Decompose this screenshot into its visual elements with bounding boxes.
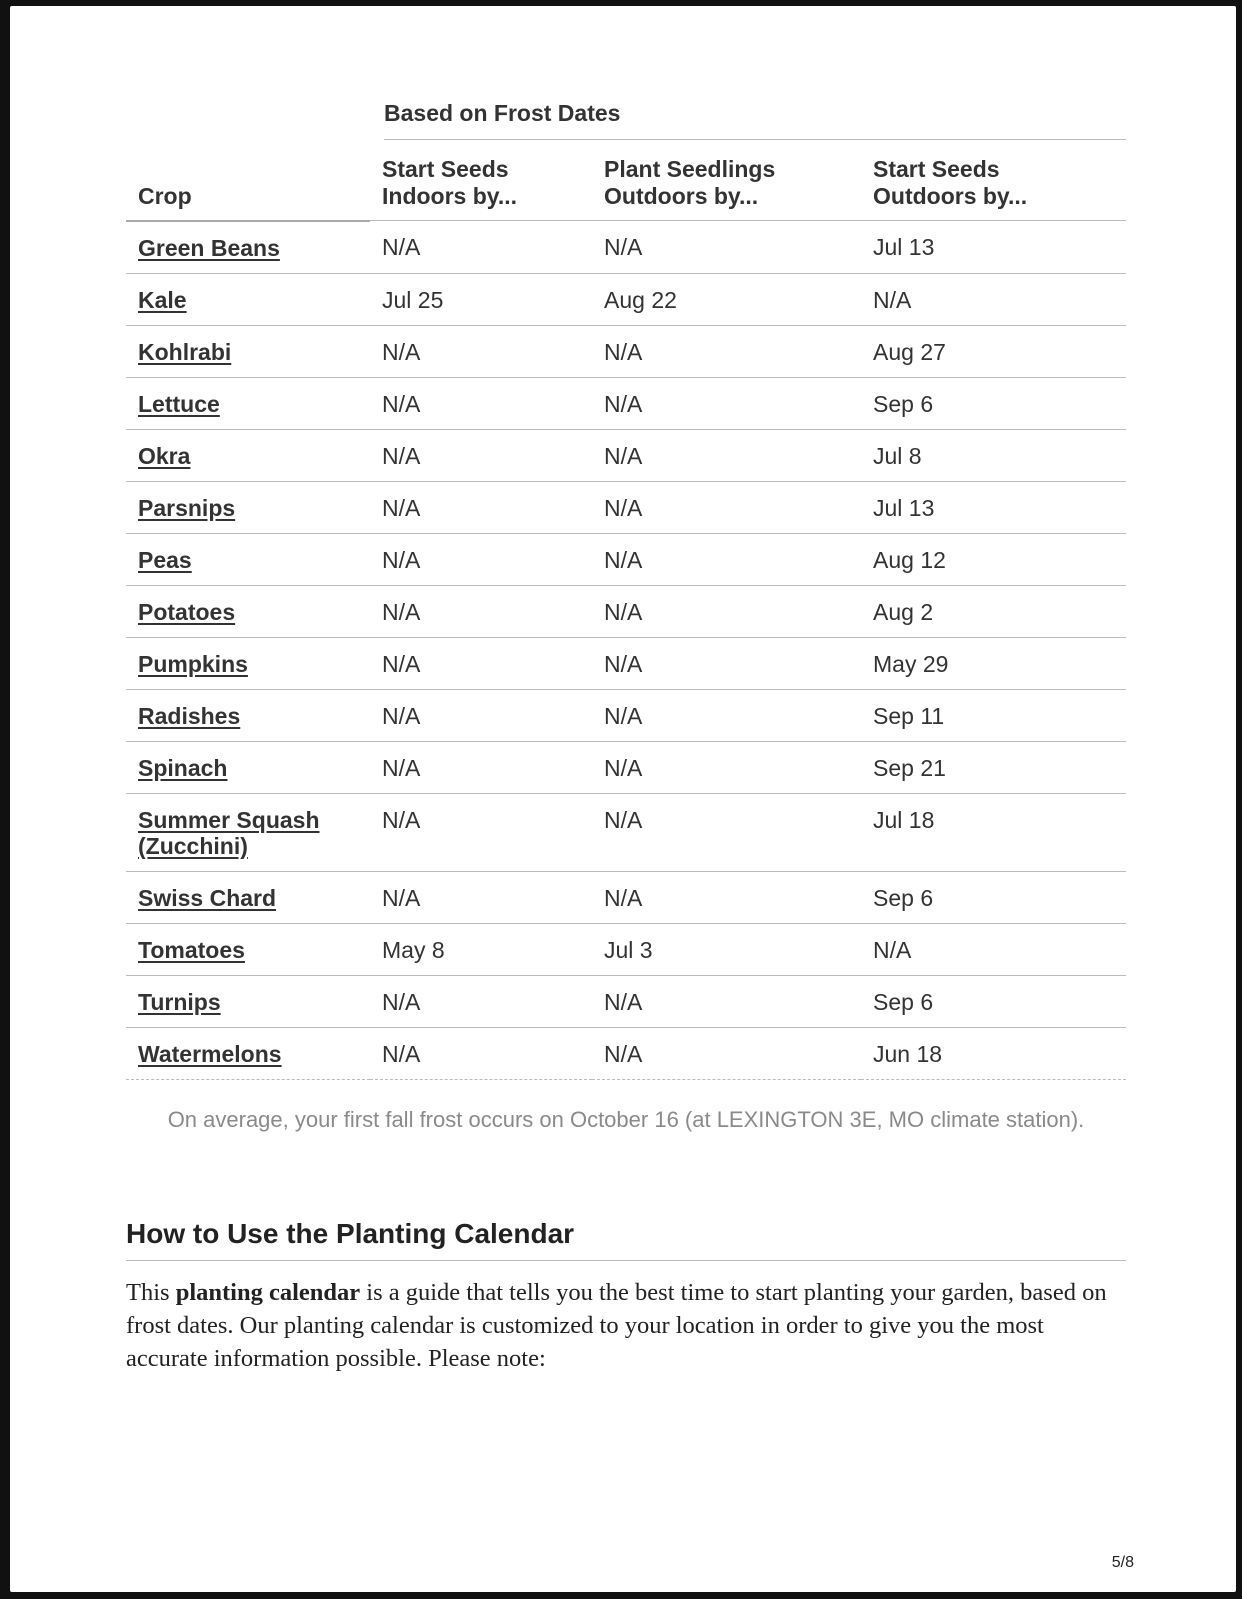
column-header-indoors: Start Seeds Indoors by... [370, 146, 592, 221]
cell-seedlings: N/A [592, 689, 861, 741]
cell-crop [126, 975, 370, 1027]
section-heading: How to Use the Planting Calendar [126, 1218, 1126, 1261]
cell-indoors: N/A [370, 481, 592, 533]
crop-link[interactable]: Turnips [138, 988, 221, 1015]
cell-indoors: N/A [370, 689, 592, 741]
paragraph-text-rest: is a guide that tells you the best time to start planting your garden, based on frost dates. Our planting calendar is customized to your location in order to give you the most accurate information possible. Please note: [126, 1279, 1107, 1372]
table-row [126, 481, 1126, 533]
cell-crop [126, 637, 370, 689]
table-header-row [126, 146, 1126, 221]
cell-crop [126, 871, 370, 923]
cell-crop [126, 689, 370, 741]
crop-link[interactable]: Kale [138, 286, 187, 313]
cell-outdoors: Sep 11 [861, 689, 1126, 741]
table-row [126, 637, 1126, 689]
cell-outdoors: Sep 21 [861, 741, 1126, 793]
cell-crop [126, 429, 370, 481]
cell-outdoors: Sep 6 [861, 377, 1126, 429]
cell-indoors: Jul 25 [370, 273, 592, 325]
crop-link[interactable]: Green Beans [138, 234, 280, 261]
intro-paragraph [126, 1276, 1126, 1375]
cell-outdoors: Jul 13 [861, 481, 1126, 533]
cell-outdoors: Jul 18 [861, 793, 1126, 871]
cell-indoors: N/A [370, 637, 592, 689]
cell-seedlings: N/A [592, 481, 861, 533]
cell-outdoors: N/A [861, 273, 1126, 325]
cell-crop [126, 377, 370, 429]
cell-seedlings: N/A [592, 1027, 861, 1079]
cell-outdoors: Jul 8 [861, 429, 1126, 481]
table-row [126, 871, 1126, 923]
table-row [126, 923, 1126, 975]
planting-calendar-table [126, 146, 1126, 1080]
cell-crop [126, 325, 370, 377]
crop-link[interactable]: Summer Squash (Zucchini) [138, 806, 320, 859]
page-number: 5/8 [1111, 1554, 1134, 1571]
cell-crop [126, 793, 370, 871]
cell-seedlings: N/A [592, 585, 861, 637]
table-row [126, 221, 1126, 274]
cell-outdoors: Aug 2 [861, 585, 1126, 637]
crop-link[interactable]: Pumpkins [138, 650, 248, 677]
column-header-seedlings: Plant Seedlings Outdoors by... [592, 146, 861, 221]
crop-link[interactable]: Parsnips [138, 494, 236, 521]
cell-indoors: N/A [370, 429, 592, 481]
table-row [126, 325, 1126, 377]
cell-indoors: N/A [370, 377, 592, 429]
cell-indoors: N/A [370, 221, 592, 274]
crop-link[interactable]: Okra [138, 442, 191, 469]
cell-indoors: N/A [370, 793, 592, 871]
frost-date-note: On average, your first fall frost occurs on October 16 (at LEXINGTON 3E, MO climate station). [167, 1107, 1085, 1132]
cell-outdoors: N/A [861, 923, 1126, 975]
cell-indoors: N/A [370, 871, 592, 923]
table-row [126, 1027, 1126, 1079]
crop-link[interactable]: Swiss Chard [138, 884, 277, 911]
crop-link[interactable]: Lettuce [138, 390, 220, 417]
cell-crop [126, 221, 370, 274]
cell-seedlings: N/A [592, 429, 861, 481]
table-row [126, 533, 1126, 585]
cell-outdoors: Jul 13 [861, 221, 1126, 274]
table-row [126, 689, 1126, 741]
cell-crop [126, 741, 370, 793]
column-header-outdoors: Start Seeds Outdoors by... [861, 146, 1126, 221]
cell-indoors: N/A [370, 741, 592, 793]
table-row [126, 975, 1126, 1027]
crop-link[interactable]: Kohlrabi [138, 338, 232, 365]
table-row [126, 429, 1126, 481]
table-row [126, 793, 1126, 871]
table-row [126, 273, 1126, 325]
crop-link[interactable]: Radishes [138, 702, 241, 729]
crop-link[interactable]: Potatoes [138, 598, 236, 625]
cell-outdoors: Aug 12 [861, 533, 1126, 585]
cell-seedlings: N/A [592, 377, 861, 429]
cell-seedlings: N/A [592, 871, 861, 923]
cell-crop [126, 585, 370, 637]
document-page [10, 6, 1236, 1592]
frost-dates-group-header: Based on Frost Dates [384, 100, 1126, 140]
cell-outdoors: May 29 [861, 637, 1126, 689]
table-row [126, 377, 1126, 429]
cell-indoors: N/A [370, 533, 592, 585]
crop-link[interactable]: Spinach [138, 754, 228, 781]
cell-indoors: N/A [370, 585, 592, 637]
cell-seedlings: Jul 3 [592, 923, 861, 975]
cell-seedlings: N/A [592, 221, 861, 274]
column-header-crop: Crop [126, 146, 370, 221]
table-body [126, 221, 1126, 1080]
cell-seedlings: N/A [592, 533, 861, 585]
cell-indoors: N/A [370, 975, 592, 1027]
cell-seedlings: N/A [592, 741, 861, 793]
cell-indoors: N/A [370, 325, 592, 377]
cell-seedlings: N/A [592, 637, 861, 689]
crop-link[interactable]: Tomatoes [138, 936, 245, 963]
cell-outdoors: Sep 6 [861, 871, 1126, 923]
cell-indoors: May 8 [370, 923, 592, 975]
paragraph-text-start: This [126, 1279, 176, 1306]
cell-outdoors: Jun 18 [861, 1027, 1126, 1079]
cell-crop [126, 1027, 370, 1079]
table-row [126, 741, 1126, 793]
crop-link[interactable]: Watermelons [138, 1040, 282, 1067]
cell-seedlings: Aug 22 [592, 273, 861, 325]
cell-indoors: N/A [370, 1027, 592, 1079]
cell-crop [126, 273, 370, 325]
cell-crop [126, 923, 370, 975]
cell-outdoors: Aug 27 [861, 325, 1126, 377]
cell-crop [126, 481, 370, 533]
paragraph-bold-term: planting calendar [175, 1279, 361, 1306]
table-row [126, 585, 1126, 637]
crop-link[interactable]: Peas [138, 546, 192, 573]
cell-crop [126, 533, 370, 585]
cell-seedlings: N/A [592, 793, 861, 871]
cell-outdoors: Sep 6 [861, 975, 1126, 1027]
cell-seedlings: N/A [592, 975, 861, 1027]
cell-seedlings: N/A [592, 325, 861, 377]
